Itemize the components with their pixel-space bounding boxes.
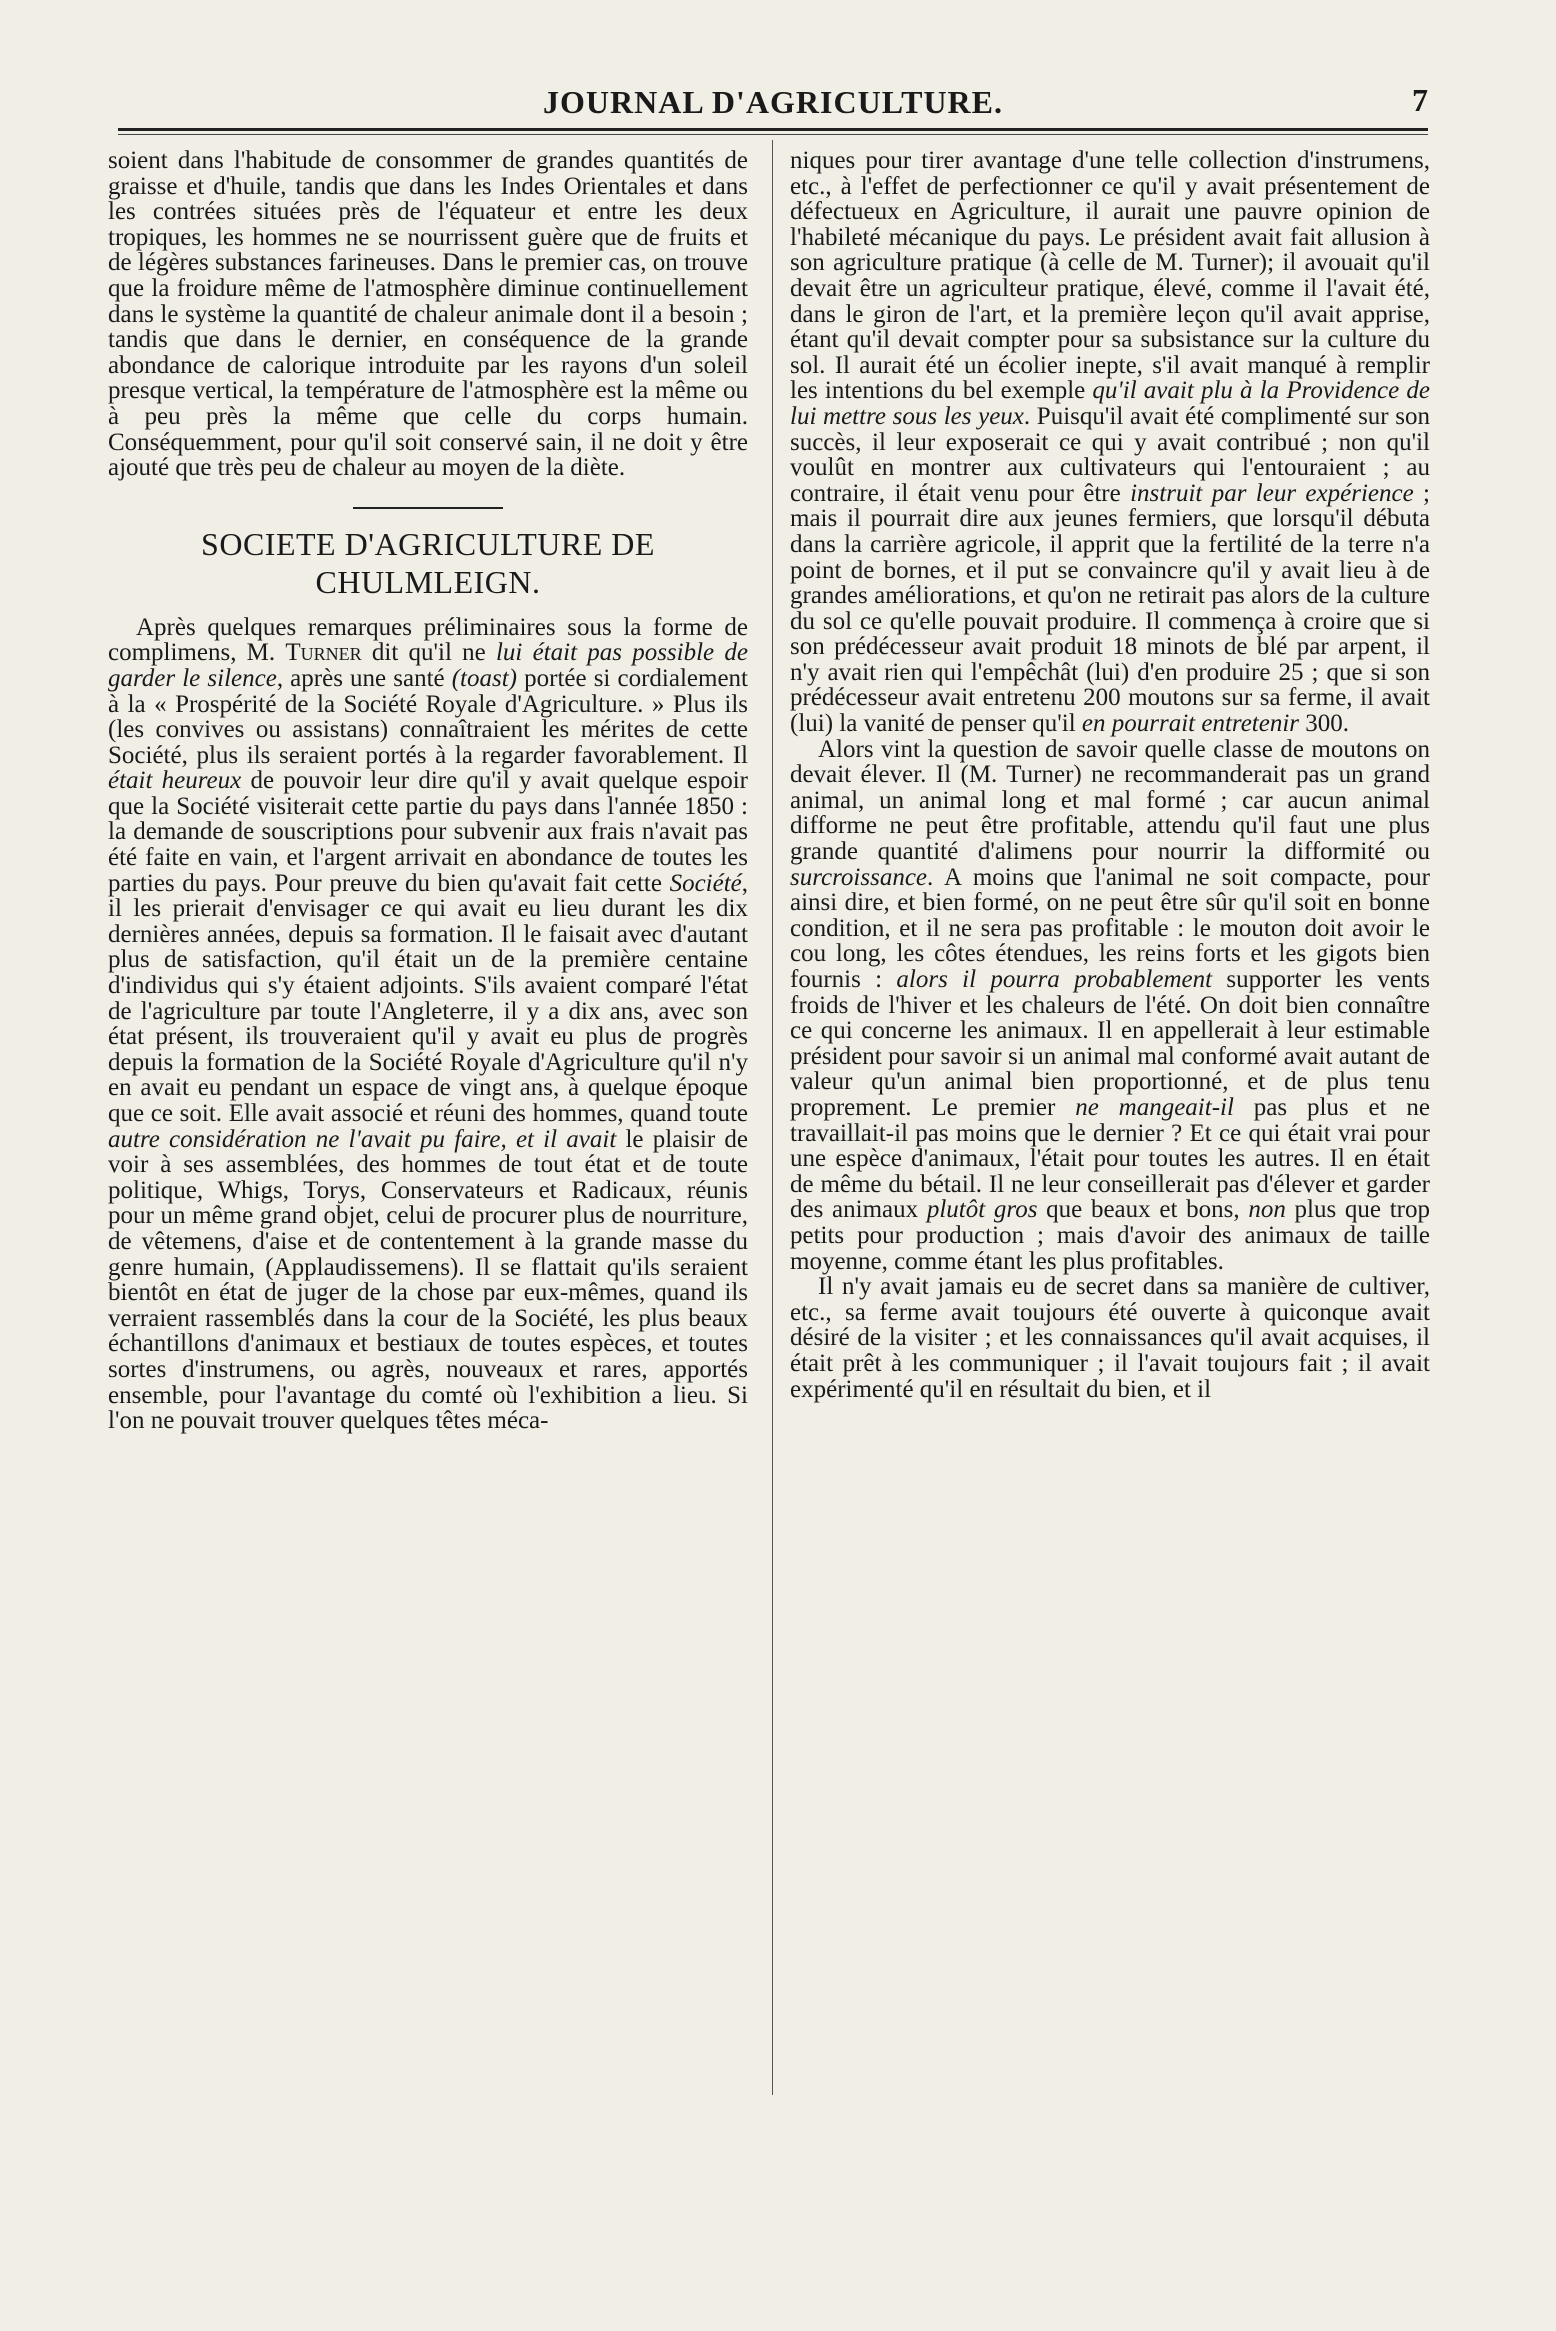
header-rule (118, 128, 1428, 131)
continuation-paragraph: soient dans l'habitude de consommer de grandes quantités de graisse et d'huile, tandis que dans les Indes Orientales et dans les contrées situées près de l'équateur et entre les deux tropiques, les hommes ne se nourrissent guère que de fruits et de légères substances farineuses. Dans le premier cas, on trouve que la froidure même de l'atmosphère diminue continuellement dans le système la quantité de chaleur animale dont il a besoin ; tandis que dans le dernier, en conséquence de la grande abondance de calorique introduite par les rayons d'un soleil presque vertical, la température de l'atmosphère est la même ou à peu près la même que celle du corps humain. Conséquemment, pour qu'il soit conservé sain, il ne doit y être ajouté que très peu de chaleur au moyen de la diète. (108, 147, 748, 482)
article-paragraph: Après quelques remarques préliminaires sous la forme de complimens, M. Turner dit qu'il ne lui était pas possible de garder le silence, après une santé (toast) portée si cordialement à la « Prospérité de la Société Royale d'Agriculture. » Plus ils (les convives ou assistans) connaîtraient les mérites de cette Société, plus ils seraient portés à la regarder favorablement. Il était heureux de pouvoir leur dire qu'il y avait quelque espoir que la Société visiterait cette partie du pays dans l'année 1850 : la demande de souscriptions pour subvenir aux frais n'avait pas été faite en vain, et l'argent arrivait en abondance de toutes les parties du pays. Pour preuve du bien qu'avait fait cette Société, il les prierait d'envisager ce qui avait eu lieu durant les dix dernières années, depuis sa formation. Il le faisait avec d'autant plus de satisfaction, qu'il était un de la première centaine d'individus qui s'y étaient adjoints. S'ils avaient comparé l'état de l'agriculture par toute l'Angleterre, il y a dix ans, avec son état présent, ils trouveraient qu'il y avait eu plus de progrès depuis la formation de la Société Royale d'Agriculture qu'il n'y en avait eu pendant un espace de vingt ans, à quelque époque que ce soit. Elle avait associé et réuni des hommes, quand toute autre considération ne l'avait pu faire, et il avait le plaisir de voir à ses assemblées, des hommes de tout état et de toute politique, Whigs, Torys, Conservateurs et Radicaux, réunis pour un même grand objet, celui de procurer plus de nourriture, de vêtemens, d'aise et de contentement à la grande masse du genre humain, (Applaudissemens). Il se flattait qu'ils seraient bientôt en état de juger de la chose par eux-mêmes, quand ils verraient rassemblés dans la cour de la Société, les plus beaux échantillons d'animaux et bestiaux de toutes espèces, et toutes sortes d'instrumens, ou agrès, nouveaux et rares, apportés ensemble, pour l'avantage du comté où l'exhibition a lieu. Si l'on ne pouvait trouver quelques têtes méca- (108, 613, 748, 1435)
article-paragraph: niques pour tirer avantage d'une telle collection d'instrumens, etc., à l'effet de perfectionner ce qu'il y avait présentement de défectueux en Agriculture, il aurait une pauvre opinion de l'habileté mécanique du pays. Le président avait fait allusion à son agriculture pratique (à celle de M. Turner); il avouait qu'il devait être un agriculteur pratique, élevé, comme il l'avait été, dans le giron de l'art, et la première leçon qu'il avait apprise, étant qu'il devait compter pour sa subsistance sur la culture du sol. Il aurait été un écolier inepte, s'il avait manqué à remplir les intentions du bel exemple qu'il avait plu à la Providence de lui mettre sous les yeux. Puisqu'il avait été complimenté sur son succès, il leur exposerait ce qui y avait contribué ; non qu'il voulût en montrer aux cultivateurs qui l'entouraient ; au contraire, il était venu pour être instruit par leur expérience ; mais il pourrait dire aux jeunes fermiers, que lorsqu'il débuta dans la carrière agricole, il apprit que la fertilité de la terre n'a point de bornes, et il put se convaincre qu'il y avait lieu à de grandes améliorations, et qu'on ne retirait pas alors de la culture du sol ce qu'elle pouvait produire. Il commença à croire que si son prédécesseur avait produit 18 minots de blé par arpent, il n'y avait rien qui l'empêchât (lui) d'en produire 25 ; que si son prédécesseur avait entretenu 200 moutons sur sa ferme, il avait (lui) la vanité de penser qu'il en pourrait entretenir 300. (790, 147, 1430, 738)
page-header (118, 78, 1428, 128)
journal-title: JOURNAL D'AGRICULTURE. (543, 84, 1003, 120)
article-paragraph: Alors vint la question de savoir quelle classe de moutons on devait élever. Il (M. Turner) ne recommanderait pas un grand animal, un animal long et mal formé ; car aucun animal difforme ne peut être profitable, attendu qu'il faut une plus grande quantité d'alimens pour nourrir la difformité ou surcroissance. A moins que l'animal ne soit compacte, pour ainsi dire, et bien formé, on ne peut être sûr qu'il soit en bonne condition, et il ne sera pas profitable : le mouton doit avoir le cou long, les côtes étendues, les reins forts et les gigots bien fournis : alors il pourra probablement supporter les vents froids de l'hiver et les chaleurs de l'été. On doit bien connaître ce qui concerne les animaux. Il en appellerait à leur estimable président pour savoir si un animal mal conformé avait autant de valeur qu'un animal bien proportionné, et de plus tenu proprement. Le premier ne mangeait-il pas plus et ne travaillait-il pas moins que le dernier ? Et ce qui était vrai pour une espèce d'animaux, l'était pour toutes les autres. Il en était de même du bétail. Il ne leur conseillerait pas d'élever et garder des animaux plutôt gros que beaux et bons, non plus que trop petits pour production ; mais d'avoir des animaux de taille moyenne, comme étant les plus profitables. (790, 735, 1430, 1275)
article-paragraph: Il n'y avait jamais eu de secret dans sa manière de cultiver, etc., sa ferme avait toujours été ouverte à quiconque avait désiré de la visiter ; et les connaissances qu'il avait acquises, il était prêt à les communiquer ; il l'avait toujours fait ; il avait expérimenté qu'il en résultait du bien, et il (790, 1273, 1430, 1403)
page-number: 7 (1412, 82, 1428, 118)
header-rule-thin (118, 134, 1428, 135)
speaker-name: Turner (285, 639, 362, 667)
left-column (108, 148, 748, 1434)
section-title: SOCIETE D'AGRICULTURE DE CHULMLEIGN. (201, 525, 655, 600)
section-separator (353, 507, 503, 509)
right-column (790, 148, 1430, 1402)
column-divider (772, 140, 773, 2095)
